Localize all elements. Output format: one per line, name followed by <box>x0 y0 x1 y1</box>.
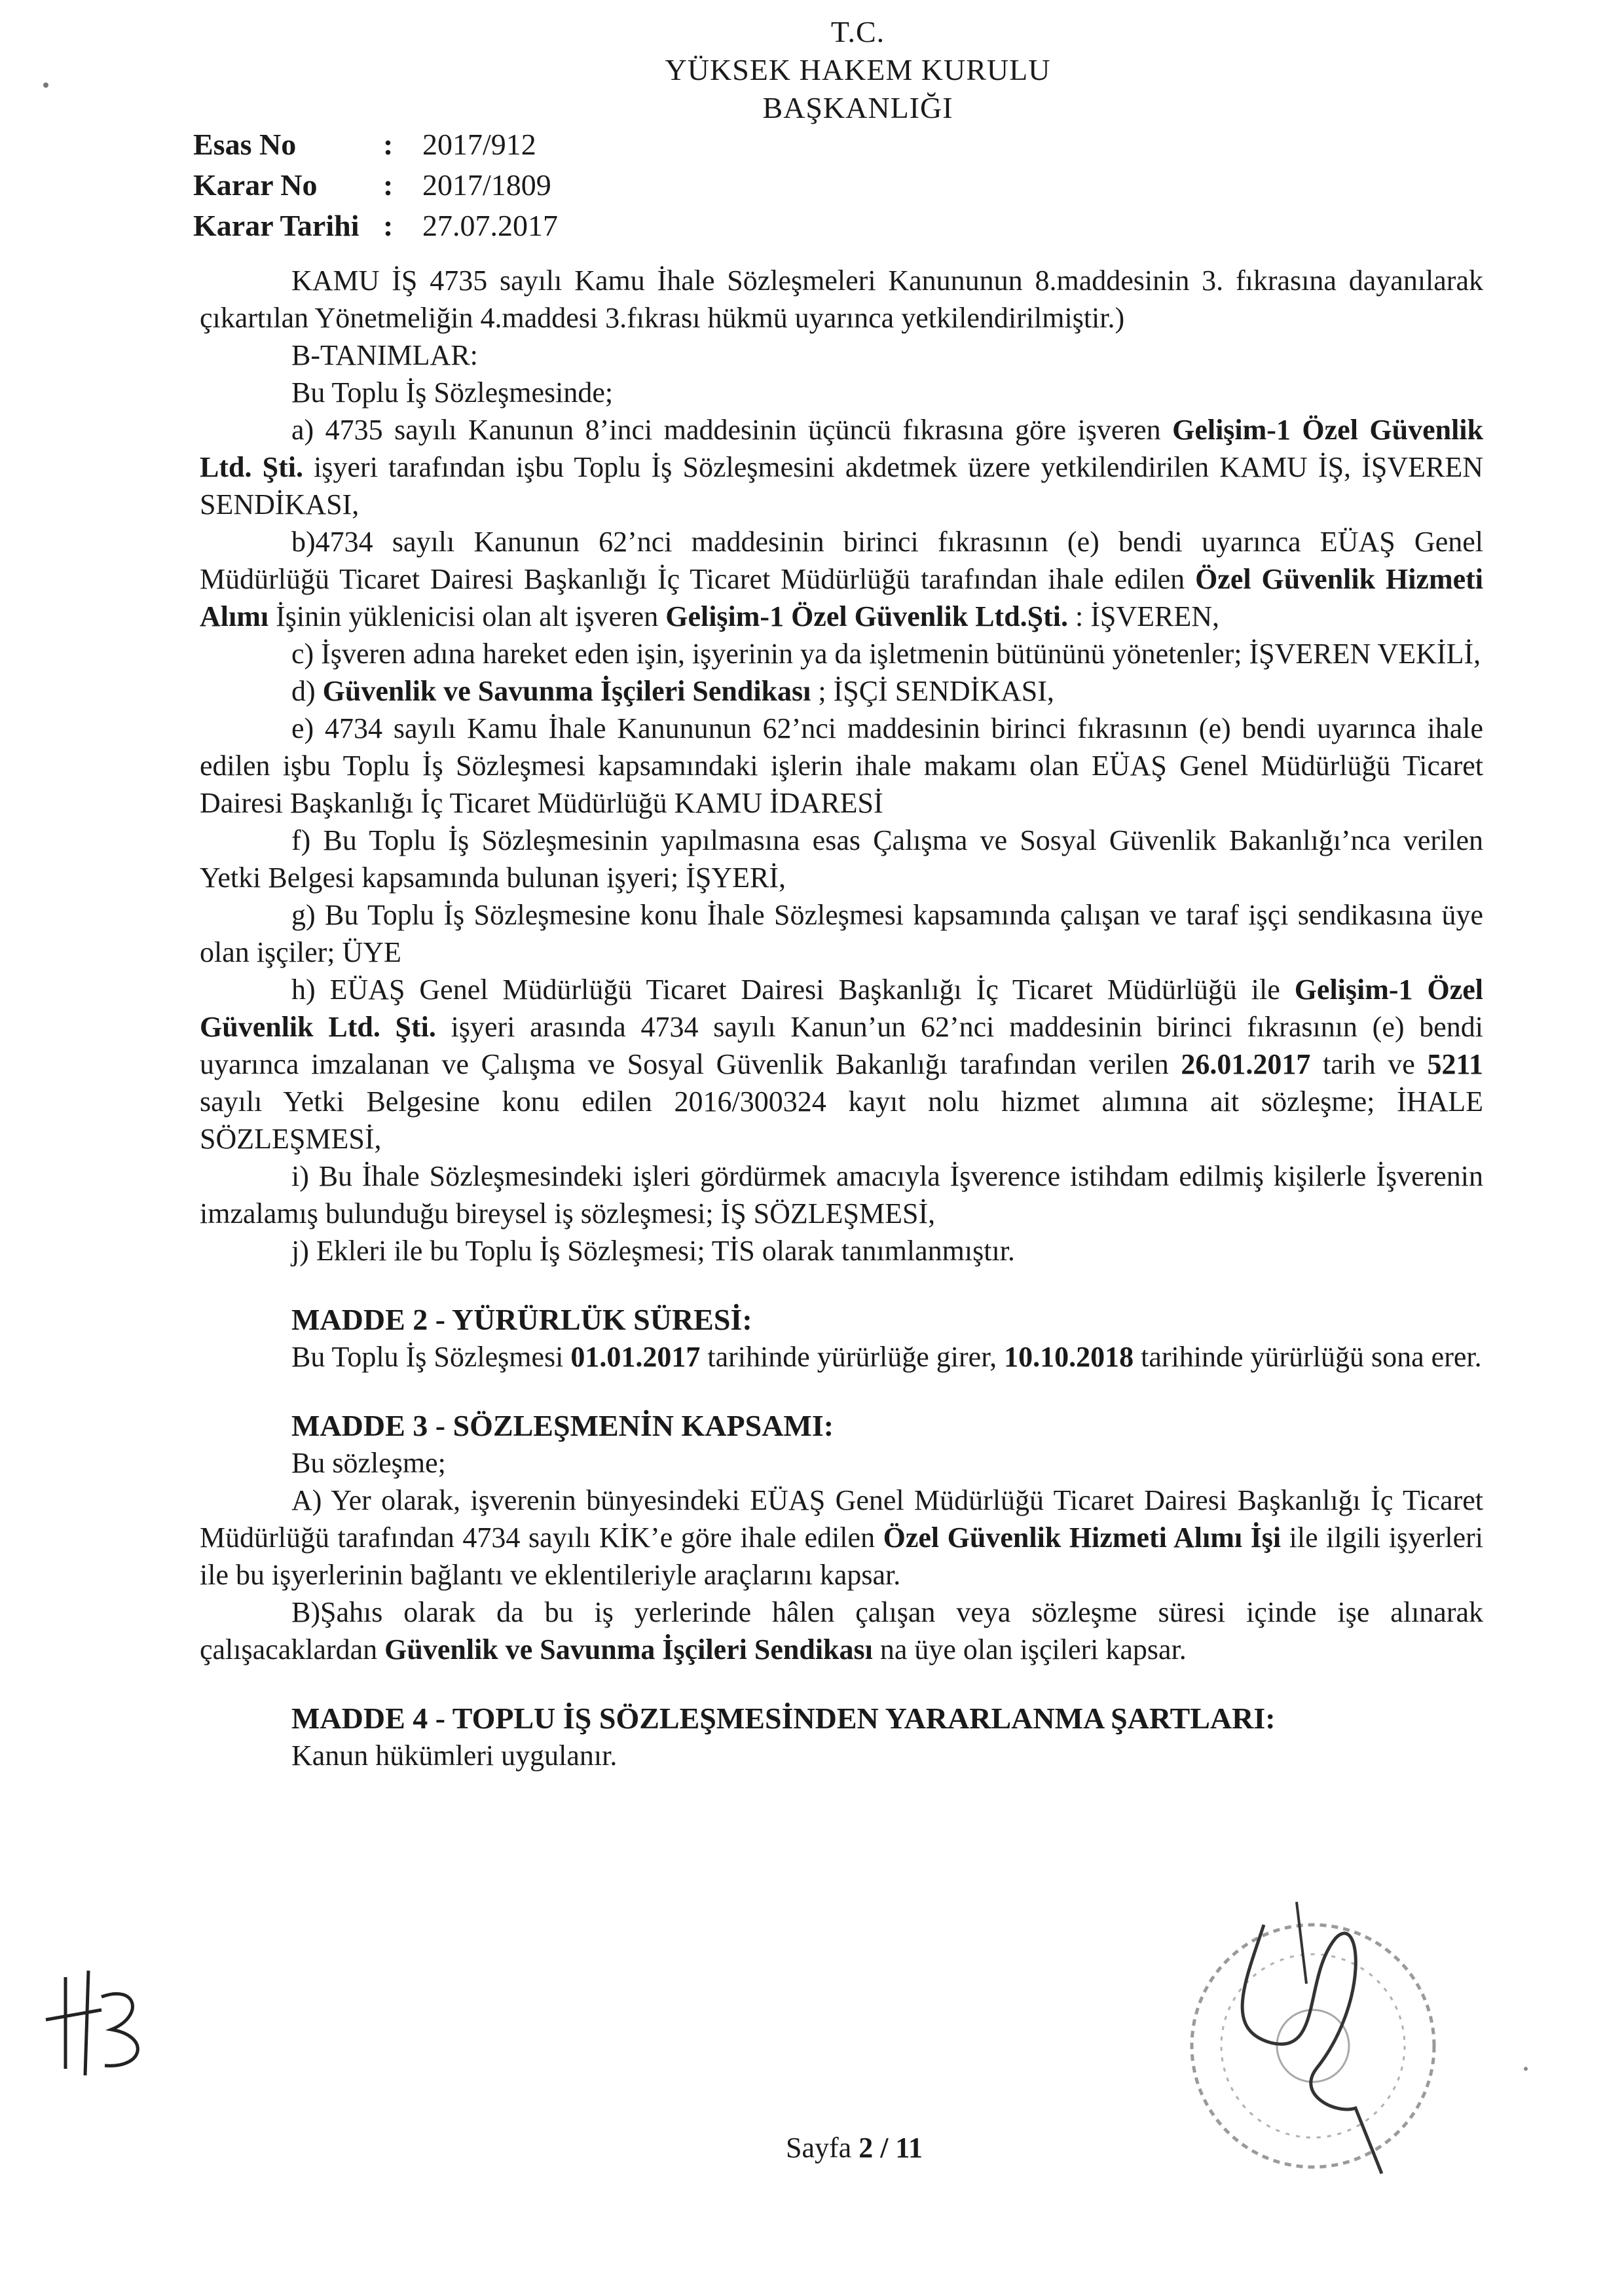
madde-2-start-date: 01.01.2017 <box>570 1341 701 1373</box>
madde-2-text <box>200 1338 1483 1376</box>
footer-separator: / <box>873 2132 896 2164</box>
case-meta <box>193 124 558 246</box>
item-a-text: a) 4735 sayılı Kanunun 8’inci maddesinin üçüncü fıkrasına göre işveren <box>291 414 1173 446</box>
madde-3-a-text-2: ile ilgili işyerleri ile bu işyerlerinin bağlantı ve eklentileriyle araçlarını kapsar. <box>200 1522 1483 1591</box>
item-b-text-3: : İŞVEREN, <box>1068 600 1220 632</box>
madde-3-a-text: A) Yer olarak, işverenin bünyesindeki EÜAŞ Genel Müdürlüğü Ticaret Dairesi Başkanlığı İç Ticaret Müdürlüğü tarafından 4734 sayılı KİK’e göre ihale edilen <box>200 1484 1483 1554</box>
madde-4-text: Kanun hükümleri uygulanır. <box>291 1740 618 1772</box>
scan-speck <box>39 79 52 92</box>
footer-page-number: 2 <box>858 2132 874 2164</box>
page-footer <box>786 2131 923 2164</box>
item-h-bold-2: 26.01.2017 <box>1181 1048 1311 1080</box>
item-d-bold: Güvenlik ve Savunma İşçileri Sendikası <box>322 675 811 707</box>
madde-3-b <box>200 1594 1483 1668</box>
madde-3-b-bold: Güvenlik ve Savunma İşçileri Sendikası <box>384 1633 873 1666</box>
madde-2-text-1: Bu Toplu İş Sözleşmesi <box>291 1341 571 1373</box>
esas-label: Esas No <box>193 128 297 161</box>
header-department: BAŞKANLIĞI <box>762 91 953 124</box>
item-d-text-2: ; İŞÇİ SENDİKASI, <box>811 675 1054 707</box>
item-h-bold-1: Gelişim-1 Özel Güvenlik Ltd. Şti. <box>200 974 1483 1043</box>
madde-3-a-bold: Özel Güvenlik Hizmeti Alımı İşi <box>883 1522 1282 1554</box>
item-e: e) 4734 sayılı Kamu İhale Kanununun 62’nci maddesinin birinci fıkrasının (e) bendi uyarınca ihale edilen işbu Toplu İş Sözleşmesi kapsamındaki işlerin ihale makamı olan EÜAŞ Genel Müdürlüğü Ticaret Dairesi Başkanlığı İç Ticaret Müdürlüğü KAMU İDARESİ <box>200 712 1483 819</box>
madde-2-text-3: tarihinde yürürlüğü sona erer. <box>1134 1341 1482 1373</box>
item-b-text-2: İşinin yüklenicisi olan alt işveren <box>268 600 666 632</box>
tarih-row <box>193 206 558 246</box>
item-b-bold-1: Özel Güvenlik Hizmeti Alımı <box>200 563 1484 632</box>
item-h-text-3: tarih ve <box>1310 1048 1428 1080</box>
karar-value: 2017/1809 <box>422 168 551 202</box>
item-a <box>200 411 1483 523</box>
esas-colon: : <box>383 128 394 161</box>
tanimlar-heading: B-TANIMLAR: <box>291 339 478 371</box>
item-d-text: d) <box>291 675 323 707</box>
madde-2-end-date: 10.10.2018 <box>1004 1341 1134 1373</box>
item-b-text: b)4734 sayılı Kanunun 62’nci maddesinin birinci fıkrasının (e) bendi uyarınca EÜAŞ Genel Müdürlüğü Ticaret Dairesi Başkanlığı İç Ticaret Müdürlüğü tarafından ihale edilen <box>200 526 1483 595</box>
item-a-bold: Gelişim-1 Özel Güvenlik Ltd. Şti. <box>200 414 1483 483</box>
madde-2-text-2: tarihinde yürürlüğe girer, <box>700 1341 1005 1373</box>
item-a-text-2: işyeri tarafından işbu Toplu İş Sözleşmesini akdetmek üzere yetkilendirilen KAMU İŞ, İŞVEREN SENDİKASI, <box>200 451 1483 520</box>
item-h <box>200 971 1483 1157</box>
scan-speck <box>1519 2062 1532 2075</box>
karar-colon: : <box>383 168 394 202</box>
tarih-value: 27.07.2017 <box>422 209 558 242</box>
tarih-label: Karar Tarihi <box>193 209 360 242</box>
item-d <box>200 672 1483 710</box>
header-institution: YÜKSEK HAKEM KURULU <box>665 53 1051 86</box>
item-j: j) Ekleri ile bu Toplu İş Sözleşmesi; TİS olarak tanımlanmıştır. <box>291 1235 1015 1267</box>
item-h-text-2: işyeri arasında 4734 sayılı Kanun’un 62’nci maddesinin birinci fıkrasının (e) bendi uyarınca imzalanan ve Çalışma ve Sosyal Güvenlik Bakanlığı tarafından verilen <box>200 1011 1484 1080</box>
handwritten-initials <box>39 1958 170 2088</box>
item-f: f) Bu Toplu İş Sözleşmesinin yapılmasına esas Çalışma ve Sosyal Güvenlik Bakanlığı’nca verilen Yetki Belgesi kapsamında bulunan işyeri; İŞYERİ, <box>200 824 1483 894</box>
document-body <box>200 262 1483 1774</box>
tanimlar-intro: Bu Toplu İş Sözleşmesinde; <box>291 376 614 409</box>
item-b-bold-2: Gelişim-1 Özel Güvenlik Ltd.Şti. <box>665 600 1069 632</box>
item-h-bold-3: 5211 <box>1427 1048 1484 1080</box>
karar-row <box>193 165 558 206</box>
item-h-text: h) EÜAŞ Genel Müdürlüğü Ticaret Dairesi Başkanlığı İç Ticaret Müdürlüğü ile <box>291 974 1295 1006</box>
footer-sayfa: Sayfa <box>786 2132 859 2164</box>
madde-2-title: MADDE 2 - YÜRÜRLÜK SÜRESİ: <box>291 1303 752 1336</box>
official-seal-stamp <box>1166 1899 1460 2187</box>
tarih-colon: : <box>383 209 394 242</box>
item-c: c) İşveren adına hareket eden işin, işyerinin ya da işletmenin bütününü yönetenler; İŞVEREN VEKİLİ, <box>291 638 1481 670</box>
madde-3-title: MADDE 3 - SÖZLEŞMENİN KAPSAMI: <box>291 1409 834 1442</box>
item-i: i) Bu İhale Sözleşmesindeki işleri gördürmek amacıyla İşverence istihdam edilmiş kişilerle İşverenin imzalamış bulunduğu bireysel iş sözleşmesi; İŞ SÖZLEŞMESİ, <box>200 1160 1483 1230</box>
madde-3-b-text: B)Şahıs olarak da bu iş yerlerinde hâlen çalışan veya sözleşme süresi içinde işe alınarak çalışacaklardan <box>200 1596 1483 1666</box>
madde-3-a <box>200 1482 1483 1594</box>
institution-header <box>563 13 1153 127</box>
item-b <box>200 523 1483 635</box>
item-h-text-4: sayılı Yetki Belgesine konu edilen 2016/300324 kayıt nolu hizmet alımına ait sözleşme; İHALE SÖZLEŞMESİ, <box>200 1085 1483 1155</box>
intro-paragraph: KAMU İŞ 4735 sayılı Kamu İhale Sözleşmeleri Kanununun 8.maddesinin 3. fıkrasına dayanılarak çıkartılan Yönetmeliğin 4.maddesi 3.fıkrası hükmü uyarınca yetkilendirilmiştir.) <box>200 264 1483 334</box>
footer-total-pages: 11 <box>895 2132 923 2164</box>
esas-row <box>193 124 558 165</box>
item-g: g) Bu Toplu İş Sözleşmesine konu İhale Sözleşmesi kapsamında çalışan ve taraf işçi sendikasına üye olan işçiler; ÜYE <box>200 899 1483 968</box>
madde-3-intro: Bu sözleşme; <box>291 1447 446 1479</box>
header-tc: T.C. <box>830 15 885 48</box>
esas-value: 2017/912 <box>422 128 536 161</box>
karar-label: Karar No <box>193 168 318 202</box>
madde-3-b-text-2: na üye olan işçileri kapsar. <box>872 1633 1187 1666</box>
madde-4-title: MADDE 4 - TOPLU İŞ SÖZLEŞMESİNDEN YARARLANMA ŞARTLARI: <box>291 1702 1276 1735</box>
